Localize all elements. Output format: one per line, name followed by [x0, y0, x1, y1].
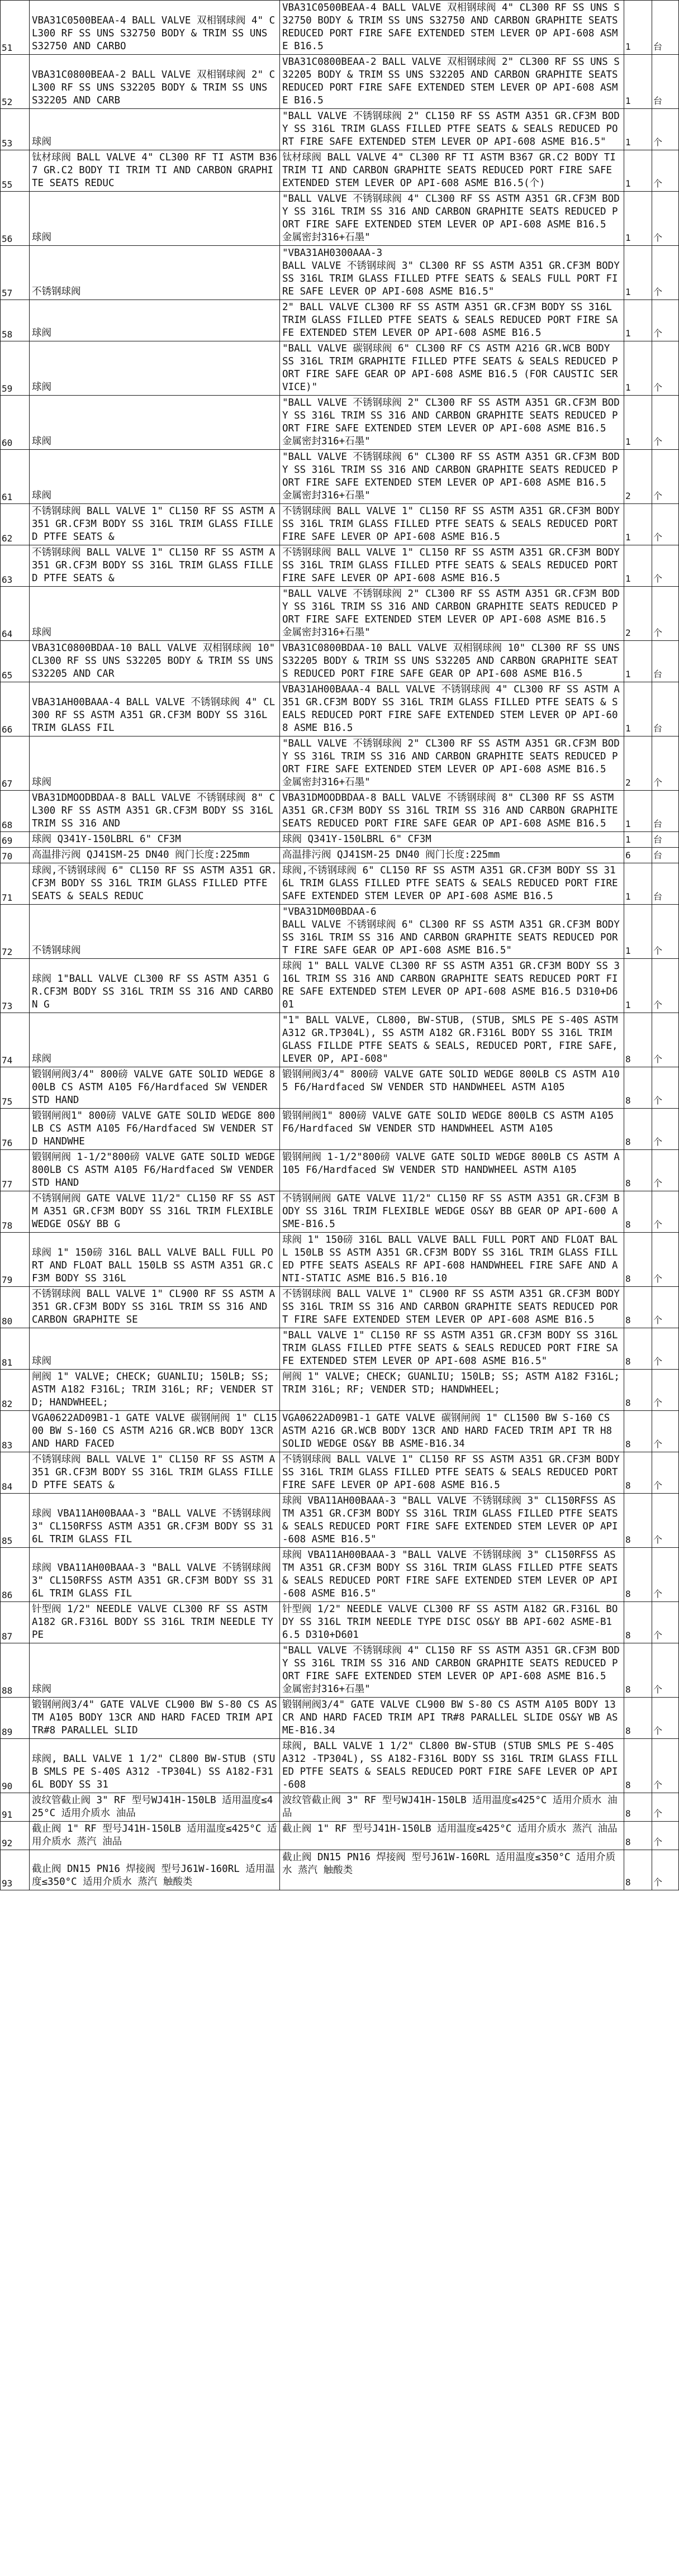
quantity-cell: 1	[624, 192, 652, 246]
unit-cell: 台	[652, 832, 679, 848]
quantity-cell: 1	[624, 641, 652, 682]
table-row	[1, 641, 679, 682]
row-number-cell: 56	[1, 192, 30, 246]
table-row	[1, 682, 679, 736]
item-description-cell: VGA0622AD09B1-1 GATE VALVE 碳钢闸阀 1" CL1500 BW S-160 CS ASTM A216 GR.WCB BODY 13CR AND HARD FACED	[30, 1411, 280, 1452]
table-row	[1, 192, 679, 246]
item-spec-cell: "BALL VALVE 1" CL150 RF SS ASTM A351 GR.CF3M BODY SS 316L TRIM GLASS FILLED PTFE SEATS & SEALS REDUCED PORT FIRE SAFE EXTENDED STEM LEVER OP API-608 ASME B16.5"	[280, 1328, 624, 1370]
item-description-cell: 球阀 Q341Y-150LBRL 6" CF3M	[30, 832, 280, 848]
item-spec-cell: "BALL VALVE 不锈钢球阀 4" CL150 RF SS ASTM A351 GR.CF3M BODY SS 316L TRIM SS 316 AND CARBON GRAPHITE SEATS REDUCED PORT FIRE SAFE EXTENDED STEM LEVER OP API-608 ASME B16.5 金属密封316+石墨"	[280, 1643, 624, 1698]
item-spec-cell: "BALL VALVE 不锈钢球阀 2" CL300 RF SS ASTM A351 GR.CF3M BODY SS 316L TRIM SS 316 AND CARBON GRAPHITE SEATS REDUCED PORT FIRE SAFE EXTENDED STEM LEVER OP API-608 ASME B16.5 金属密封316+石墨"	[280, 736, 624, 791]
quantity-cell: 8	[624, 1850, 652, 1890]
table-row	[1, 832, 679, 848]
row-number-cell: 55	[1, 150, 30, 192]
unit-cell: 个	[652, 1328, 679, 1370]
table-row	[1, 1, 679, 55]
quantity-cell: 8	[624, 1411, 652, 1452]
item-spec-cell: VBA31AH00BAAA-4 BALL VALVE 不锈钢球阀 4" CL300 RF SS ASTM A351 GR.CF3M BODY SS 316L TRIM GLASS FILLED PTFE SEATS & SEALS REDUCED PORT FIRE SAFE EXTENDED STEM LEVER OP API-608 ASME B16.5	[280, 682, 624, 736]
unit-cell: 个	[652, 1822, 679, 1850]
item-spec-cell: 不锈钢球阀 BALL VALVE 1" CL150 RF SS ASTM A351 GR.CF3M BODY SS 316L TRIM GLASS FILLED PTFE SEATS & SEALS REDUCED PORT FIRE SAFE LEVER OP API-608 ASME B16.5	[280, 504, 624, 545]
quantity-cell: 1	[624, 863, 652, 905]
table-row	[1, 863, 679, 905]
row-number-cell: 85	[1, 1494, 30, 1548]
item-spec-cell: "BALL VALVE 不锈钢球阀 6" CL300 RF SS ASTM A351 GR.CF3M BODY SS 316L TRIM SS 316 AND CARBON GRAPHITE SEATS REDUCED PORT FIRE SAFE EXTENDED STEM LEVER OP API-608 ASME B16.5 金属密封316+石墨"	[280, 450, 624, 504]
item-description-cell: 钛材球阀 BALL VALVE 4" CL300 RF TI ASTM B367 GR.C2 BODY TI TRIM TI AND CARBON GRAPHITE SEATS REDUC	[30, 150, 280, 192]
table-row	[1, 1067, 679, 1109]
table-row	[1, 1494, 679, 1548]
table-row	[1, 1822, 679, 1850]
unit-cell: 个	[652, 1013, 679, 1067]
table-row	[1, 1602, 679, 1643]
quantity-cell: 1	[624, 959, 652, 1013]
unit-cell: 个	[652, 246, 679, 300]
row-number-cell: 83	[1, 1411, 30, 1452]
unit-cell: 台	[652, 848, 679, 863]
item-spec-cell: 球阀 1" BALL VALVE CL300 RF SS ASTM A351 GR.CF3M BODY SS 316L TRIM SS 316 AND CARBON GRAPHITE SEATS REDUCED PORT FIRE SAFE EXTENDED STEM LEVER OP API-608 ASME B16.5 D310+D601	[280, 959, 624, 1013]
quantity-cell: 1	[624, 300, 652, 341]
quantity-cell: 8	[624, 1150, 652, 1191]
item-spec-cell: 截止阀 DN15 PN16 焊接阀 型号J61W-160RL 适用温度≤350°C 适用介质水 蒸汽 触酸类	[280, 1850, 624, 1890]
table-row	[1, 1698, 679, 1739]
item-description-cell: 球阀	[30, 1013, 280, 1067]
unit-cell: 台	[652, 791, 679, 832]
item-description-cell: 锻钢闸阀 1-1/2"800磅 VALVE GATE SOLID WEDGE 800LB CS ASTM A105 F6/Hardfaced SW VENDER STD HAND	[30, 1150, 280, 1191]
item-description-cell: 波纹管截止阀 3" RF 型号WJ41H-150LB 适用温度≤425°C 适用介质水 油品	[30, 1793, 280, 1822]
item-description-cell: 锻钢闸阀3/4" GATE VALVE CL900 BW S-80 CS ASTM A105 BODY 13CR AND HARD FACED TRIM API TR#8 PARALLEL SLID	[30, 1698, 280, 1739]
unit-cell: 个	[652, 1287, 679, 1328]
unit-cell: 台	[652, 1, 679, 55]
quantity-cell: 8	[624, 1494, 652, 1548]
unit-cell: 个	[652, 587, 679, 641]
row-number-cell: 72	[1, 905, 30, 959]
unit-cell: 个	[652, 1067, 679, 1109]
table-row	[1, 55, 679, 109]
table-row	[1, 504, 679, 545]
unit-cell: 个	[652, 396, 679, 450]
quantity-cell: 8	[624, 1191, 652, 1233]
quantity-cell: 1	[624, 682, 652, 736]
quantity-cell: 8	[624, 1548, 652, 1602]
item-spec-cell: 高温排污阀 QJ41SM-25 DN40 阀门长度:225mm	[280, 848, 624, 863]
table-row	[1, 1191, 679, 1233]
unit-cell: 个	[652, 1850, 679, 1890]
quantity-cell: 1	[624, 150, 652, 192]
item-description-cell: 球阀,不锈钢球阀 6" CL150 RF SS ASTM A351 GR.CF3M BODY SS 316L TRIM GLASS FILLED PTFE SEATS & SEALS REDUC	[30, 863, 280, 905]
item-description-cell: 球阀 1" 150磅 316L BALL VALVE BALL FULL PORT AND FLOAT BALL 150LB SS ASTM A351 GR.CF3M BODY SS 316L	[30, 1233, 280, 1287]
unit-cell: 个	[652, 192, 679, 246]
item-spec-cell: "BALL VALVE 不锈钢球阀 2" CL300 RF SS ASTM A351 GR.CF3M BODY SS 316L TRIM SS 316 AND CARBON GRAPHITE SEATS REDUCED PORT FIRE SAFE EXTENDED STEM LEVER OP API-608 ASME B16.5 金属密封316+石墨"	[280, 587, 624, 641]
row-number-cell: 88	[1, 1643, 30, 1698]
quantity-cell: 8	[624, 1698, 652, 1739]
quantity-cell: 1	[624, 109, 652, 150]
unit-cell: 个	[652, 450, 679, 504]
row-number-cell: 78	[1, 1191, 30, 1233]
item-spec-cell: "VBA31DM00BDAA-6 BALL VALVE 不锈钢球阀 6" CL300 RF SS ASTM A351 GR.CF3M BODY SS 316L TRIM SS 316 AND CARBON GRAPHITE SEATS REDUCED PORT FIRE SAFE GEAR OP API-608 ASME B16.5"	[280, 905, 624, 959]
row-number-cell: 67	[1, 736, 30, 791]
quantity-cell: 6	[624, 848, 652, 863]
item-spec-cell: VBA31C0800BEAA-2 BALL VALVE 双相钢球阀 2" CL300 RF SS UNS S32205 BODY & TRIM SS UNS S32205 AND CARBON GRAPHITE SEATS REDUCED PORT FIRE SAFE EXTENDED STEM LEVER OP API-608 ASME B16.5	[280, 55, 624, 109]
table-row	[1, 450, 679, 504]
row-number-cell: 68	[1, 791, 30, 832]
quantity-cell: 1	[624, 504, 652, 545]
row-number-cell: 92	[1, 1822, 30, 1850]
table-row	[1, 246, 679, 300]
table-row	[1, 791, 679, 832]
item-spec-cell: 锻钢闸阀3/4" 800磅 VALVE GATE SOLID WEDGE 800LB CS ASTM A105 F6/Hardfaced SW VENDER STD HANDWHEEL ASTM A105	[280, 1067, 624, 1109]
table-row	[1, 1411, 679, 1452]
quantity-cell: 2	[624, 587, 652, 641]
item-description-cell: 锻钢闸阀1" 800磅 VALVE GATE SOLID WEDGE 800LB CS ASTM A105 F6/Hardfaced SW VENDER STD HANDWHE	[30, 1109, 280, 1150]
row-number-cell: 77	[1, 1150, 30, 1191]
quantity-cell: 1	[624, 55, 652, 109]
row-number-cell: 53	[1, 109, 30, 150]
row-number-cell: 57	[1, 246, 30, 300]
quantity-cell: 8	[624, 1602, 652, 1643]
unit-cell: 台	[652, 55, 679, 109]
item-spec-cell: VGA0622AD09B1-1 GATE VALVE 碳钢闸阀 1" CL1500 BW S-160 CS ASTM A216 GR.WCB BODY 13CR AND HARD FACED TRIM API TR H8 SOLID WEDGE OS&Y BB ASME-B16.34	[280, 1411, 624, 1452]
quantity-cell: 1	[624, 791, 652, 832]
item-spec-cell: 锻钢闸阀3/4" GATE VALVE CL900 BW S-80 CS ASTM A105 BODY 13CR AND HARD FACED TRIM API TR#8 PARALLEL SLIDE OS&Y WB ASME-B16.34	[280, 1698, 624, 1739]
row-number-cell: 82	[1, 1370, 30, 1411]
quantity-cell: 8	[624, 1822, 652, 1850]
table-row	[1, 1013, 679, 1067]
item-description-cell: 球阀	[30, 396, 280, 450]
item-spec-cell: 不锈钢球阀 BALL VALVE 1" CL150 RF SS ASTM A351 GR.CF3M BODY SS 316L TRIM GLASS FILLED PTFE SEATS & SEALS REDUCED PORT FIRE SAFE LEVER OP API-608 ASME B16.5	[280, 1452, 624, 1494]
unit-cell: 个	[652, 1643, 679, 1698]
item-description-cell: 球阀 1"BALL VALVE CL300 RF SS ASTM A351 GR.CF3M BODY SS 316L TRIM SS 316 AND CARBON G	[30, 959, 280, 1013]
unit-cell: 个	[652, 959, 679, 1013]
unit-cell: 个	[652, 109, 679, 150]
quantity-cell: 2	[624, 450, 652, 504]
table-row	[1, 545, 679, 587]
unit-cell: 个	[652, 1494, 679, 1548]
item-spec-cell: "BALL VALVE 不锈钢球阀 2" CL300 RF SS ASTM A351 GR.CF3M BODY SS 316L TRIM SS 316 AND CARBON GRAPHITE SEATS REDUCED PORT FIRE SAFE EXTENDED STEM LEVER OP API-608 ASME B16.5 金属密封316+石墨"	[280, 396, 624, 450]
item-spec-cell: "BALL VALVE 不锈钢球阀 4" CL300 RF SS ASTM A351 GR.CF3M BODY SS 316L TRIM SS 316 AND CARBON GRAPHITE SEATS REDUCED PORT FIRE SAFE EXTENDED STEM LEVER OP API-608 ASME B16.5 金属密封316+石墨"	[280, 192, 624, 246]
unit-cell: 个	[652, 545, 679, 587]
item-description-cell: 不锈钢球阀 BALL VALVE 1" CL150 RF SS ASTM A351 GR.CF3M BODY SS 316L TRIM GLASS FILLED PTFE SEATS &	[30, 504, 280, 545]
unit-cell: 个	[652, 1793, 679, 1822]
item-description-cell: 不锈钢球阀 BALL VALVE 1" CL150 RF SS ASTM A351 GR.CF3M BODY SS 316L TRIM GLASS FILLED PTFE SEATS &	[30, 545, 280, 587]
quantity-cell: 8	[624, 1233, 652, 1287]
table-row	[1, 905, 679, 959]
table-row	[1, 1370, 679, 1411]
quantity-cell: 1	[624, 545, 652, 587]
unit-cell: 个	[652, 736, 679, 791]
unit-cell: 个	[652, 1150, 679, 1191]
item-description-cell: 针型阀 1/2" NEEDLE VALVE CL300 RF SS ASTM A182 GR.F316L BODY SS 316L TRIM NEEDLE TYPE	[30, 1602, 280, 1643]
unit-cell: 个	[652, 150, 679, 192]
item-spec-cell: 球阀 Q341Y-150LBRL 6" CF3M	[280, 832, 624, 848]
table-row	[1, 587, 679, 641]
table-row	[1, 1287, 679, 1328]
table-row	[1, 1150, 679, 1191]
item-spec-cell: "BALL VALVE 碳钢球阀 6" CL300 RF CS ASTM A216 GR.WCB BODY SS 316L TRIM GRAPHITE FILLED PTFE SEATS & SEALS REDUCED PORT FIRE SAFE GEAR OP API-608 ASME B16.5 (FOR CAUSTIC SERVICE)"	[280, 341, 624, 396]
item-spec-cell: 球阀 1" 150磅 316L BALL VALVE BALL FULL PORT AND FLOAT BALL 150LB SS ASTM A351 GR.CF3M BODY SS 316L TRIM GLASS FILLED PTFE SEATS ASEALS RF API-608 HANDWHEEL FIRE SAFE AND ANTI-STATIC ASME B16.5 B16.10	[280, 1233, 624, 1287]
table-row	[1, 341, 679, 396]
unit-cell: 个	[652, 1411, 679, 1452]
quantity-cell: 1	[624, 832, 652, 848]
row-number-cell: 93	[1, 1850, 30, 1890]
item-description-cell: 不锈钢球阀 BALL VALVE 1" CL900 RF SS ASTM A351 GR.CF3M BODY SS 316L TRIM SS 316 AND CARBON GRAPHITE SE	[30, 1287, 280, 1328]
quantity-cell: 8	[624, 1452, 652, 1494]
quantity-cell: 8	[624, 1793, 652, 1822]
unit-cell: 个	[652, 1548, 679, 1602]
unit-cell: 个	[652, 1739, 679, 1793]
unit-cell: 台	[652, 863, 679, 905]
table-row	[1, 300, 679, 341]
item-description-cell: 不锈钢球阀 BALL VALVE 1" CL150 RF SS ASTM A351 GR.CF3M BODY SS 316L TRIM GLASS FILLED PTFE SEATS &	[30, 1452, 280, 1494]
table-row	[1, 736, 679, 791]
unit-cell: 个	[652, 341, 679, 396]
quantity-cell: 8	[624, 1370, 652, 1411]
row-number-cell: 89	[1, 1698, 30, 1739]
unit-cell: 个	[652, 1602, 679, 1643]
item-spec-cell: 波纹管截止阀 3" RF 型号WJ41H-150LB 适用温度≤425°C 适用介质水 油品	[280, 1793, 624, 1822]
row-number-cell: 52	[1, 55, 30, 109]
item-description-cell: 球阀 VBA11AH00BAAA-3 "BALL VALVE 不锈钢球阀 3" CL150RFSS ASTM A351 GR.CF3M BODY SS 316L TRIM GLASS FIL	[30, 1494, 280, 1548]
item-spec-cell: 不锈钢球阀 BALL VALVE 1" CL150 RF SS ASTM A351 GR.CF3M BODY SS 316L TRIM GLASS FILLED PTFE SEATS & SEALS REDUCED PORT FIRE SAFE LEVER OP API-608 ASME B16.5	[280, 545, 624, 587]
row-number-cell: 66	[1, 682, 30, 736]
row-number-cell: 71	[1, 863, 30, 905]
unit-cell: 个	[652, 300, 679, 341]
item-spec-cell: "1" BALL VALVE, CL800, BW-STUB, (STUB, SMLS PE S-40S ASTM A312 GR.TP304L), SS ASTM A182 GR.F316L BODY SS 316L TRIM GLASS FILLDE PTFE SEATS & SEALS, REDUCED PORT, FIRE SAFE, LEVER OP, API-608"	[280, 1013, 624, 1067]
row-number-cell: 63	[1, 545, 30, 587]
row-number-cell: 91	[1, 1793, 30, 1822]
row-number-cell: 80	[1, 1287, 30, 1328]
item-description-cell: 不锈钢球阀	[30, 905, 280, 959]
row-number-cell: 51	[1, 1, 30, 55]
item-description-cell: 球阀	[30, 736, 280, 791]
item-spec-cell: "VBA31AH0300AAA-3 BALL VALVE 不锈钢球阀 3" CL300 RF SS ASTM A351 GR.CF3M BODY SS 316L TRIM GLASS FILLED PTFE SEATS & SEALS FULL PORT FIRE SAFE LEVER OP API-608 ASME B16.5"	[280, 246, 624, 300]
quantity-cell: 8	[624, 1109, 652, 1150]
quantity-cell: 8	[624, 1643, 652, 1698]
item-spec-cell: 锻钢闸阀1" 800磅 VALVE GATE SOLID WEDGE 800LB CS ASTM A105 F6/Hardfaced SW VENDER STD HANDWHEEL ASTM A105	[280, 1109, 624, 1150]
item-spec-cell: VBA31C0800BDAA-10 BALL VALVE 双相钢球阀 10" CL300 RF SS UNS S32205 BODY & TRIM SS UNS S32205 AND CARBON GRAPHITE SEATS REDUCED PORT FIRE SAFE GEAR OP API-608 ASME B16.5	[280, 641, 624, 682]
table-row	[1, 1109, 679, 1150]
quantity-cell: 8	[624, 1328, 652, 1370]
row-number-cell: 62	[1, 504, 30, 545]
item-spec-cell: 球阀 VBA11AH00BAAA-3 "BALL VALVE 不锈钢球阀 3" CL150RFSS ASTM A351 GR.CF3M BODY SS 316L TRIM GLASS FILLED PTFE SEATS & SEALS REDUCED PORT FIRE SAFE EXTENDED STEM LEVER OP API-608 ASME B16.5"	[280, 1494, 624, 1548]
item-description-cell: 球阀, BALL VALVE 1 1/2" CL800 BW-STUB (STUB SMLS PE S-40S A312 -TP304L) SS A182-F316L BODY SS 31	[30, 1739, 280, 1793]
row-number-cell: 73	[1, 959, 30, 1013]
row-number-cell: 60	[1, 396, 30, 450]
quantity-cell: 8	[624, 1287, 652, 1328]
row-number-cell: 86	[1, 1548, 30, 1602]
row-number-cell: 87	[1, 1602, 30, 1643]
row-number-cell: 70	[1, 848, 30, 863]
item-description-cell: VBA31C0800BEAA-2 BALL VALVE 双相钢球阀 2" CL300 RF SS UNS S32205 BODY & TRIM SS UNS S32205 AND CARB	[30, 55, 280, 109]
item-description-cell: 截止阀 1" RF 型号J41H-150LB 适用温度≤425°C 适用介质水 蒸汽 油品	[30, 1822, 280, 1850]
unit-cell: 个	[652, 504, 679, 545]
table-row	[1, 1328, 679, 1370]
quantity-cell: 1	[624, 905, 652, 959]
row-number-cell: 61	[1, 450, 30, 504]
quantity-cell: 8	[624, 1067, 652, 1109]
table-row	[1, 1233, 679, 1287]
item-description-cell: 球阀	[30, 587, 280, 641]
unit-cell: 个	[652, 1233, 679, 1287]
table-row	[1, 1452, 679, 1494]
quantity-cell: 1	[624, 341, 652, 396]
item-spec-cell: 球阀, BALL VALVE 1 1/2" CL800 BW-STUB (STUB SMLS PE S-40S A312 -TP304L), SS A182-F316L BODY SS 316L TRIM GLASS FILLED PTFE SEATS & SEALS REDUCED PORT FIRE SAFE LEVER OP API-608	[280, 1739, 624, 1793]
item-spec-cell: 截止阀 1" RF 型号J41H-150LB 适用温度≤425°C 适用介质水 蒸汽 油品	[280, 1822, 624, 1850]
item-description-cell: VBA31AH00BAAA-4 BALL VALVE 不锈钢球阀 4" CL300 RF SS ASTM A351 GR.CF3M BODY SS 316L TRIM GLASS FIL	[30, 682, 280, 736]
row-number-cell: 59	[1, 341, 30, 396]
unit-cell: 个	[652, 1191, 679, 1233]
quantity-cell: 1	[624, 1, 652, 55]
quantity-cell: 8	[624, 1739, 652, 1793]
item-description-cell: 球阀	[30, 109, 280, 150]
row-number-cell: 76	[1, 1109, 30, 1150]
item-spec-cell: 锻钢闸阀 1-1/2"800磅 VALVE GATE SOLID WEDGE 800LB CS ASTM A105 F6/Hardfaced SW VENDER STD HANDWHEEL ASTM A105	[280, 1150, 624, 1191]
table-row	[1, 1793, 679, 1822]
item-description-cell: 截止阀 DN15 PN16 焊接阀 型号J61W-160RL 适用温度≤350°C 适用介质水 蒸汽 触酸类	[30, 1850, 280, 1890]
valve-list-body	[1, 1, 679, 1890]
row-number-cell: 74	[1, 1013, 30, 1067]
item-spec-cell: 针型阀 1/2" NEEDLE VALVE CL300 RF SS ASTM A182 GR.F316L BODY SS 316L TRIM NEEDLE TYPE DISC OS&Y BB API-602 ASME-B16.5 D310+D601	[280, 1602, 624, 1643]
row-number-cell: 90	[1, 1739, 30, 1793]
item-spec-cell: 钛材球阀 BALL VALVE 4" CL300 RF TI ASTM B367 GR.C2 BODY TI TRIM TI AND CARBON GRAPHITE SEATS REDUCED PORT FIRE SAFE EXTENDED STEM LEVER OP API-608 ASME B16.5(个)	[280, 150, 624, 192]
quantity-cell: 8	[624, 1013, 652, 1067]
table-row	[1, 1739, 679, 1793]
item-description-cell: 高温排污阀 QJ41SM-25 DN40 阀门长度:225mm	[30, 848, 280, 863]
item-spec-cell: 不锈钢闸阀 GATE VALVE 11/2" CL150 RF SS ASTM A351 GR.CF3M BODY SS 316L TRIM FLEXIBLE WEDGE OS&Y BB GEAR OP API-600 ASME-B16.5	[280, 1191, 624, 1233]
table-row	[1, 959, 679, 1013]
table-row	[1, 1643, 679, 1698]
table-row	[1, 109, 679, 150]
item-spec-cell: 球阀 VBA11AH00BAAA-3 "BALL VALVE 不锈钢球阀 3" CL150RFSS ASTM A351 GR.CF3M BODY SS 316L TRIM GLASS FILLED PTFE SEATS & SEALS REDUCED PORT FIRE SAFE EXTENDED STEM LEVER OP API-608 ASME B16.5"	[280, 1548, 624, 1602]
quantity-cell: 1	[624, 246, 652, 300]
item-description-cell: VBA31C0800BDAA-10 BALL VALVE 双相钢球阀 10" CL300 RF SS UNS S32205 BODY & TRIM SS UNS S32205 AND CAR	[30, 641, 280, 682]
item-description-cell: 闸阀 1" VALVE; CHECK; GUANLIU; 150LB; SS; ASTM A182 F316L; TRIM 316L; RF; VENDER STD; HANDWHEEL;	[30, 1370, 280, 1411]
item-description-cell: 球阀 VBA11AH00BAAA-3 "BALL VALVE 不锈钢球阀 3" CL150RFSS ASTM A351 GR.CF3M BODY SS 316L TRIM GLASS FIL	[30, 1548, 280, 1602]
item-description-cell: 不锈钢闸阀 GATE VALVE 11/2" CL150 RF SS ASTM A351 GR.CF3M BODY SS 316L TRIM FLEXIBLE WEDGE OS&Y BB G	[30, 1191, 280, 1233]
quantity-cell: 1	[624, 396, 652, 450]
item-spec-cell: 不锈钢球阀 BALL VALVE 1" CL900 RF SS ASTM A351 GR.CF3M BODY SS 316L TRIM SS 316 AND CARBON GRAPHITE SEATS REDUCED PORT FIRE SAFE EXTENDED STEM LEVER OP API-608 ASME B16.5	[280, 1287, 624, 1328]
unit-cell: 台	[652, 682, 679, 736]
item-spec-cell: VBA31C0500BEAA-4 BALL VALVE 双相钢球阀 4" CL300 RF SS UNS S32750 BODY & TRIM SS UNS S32750 AND CARBON GRAPHITE SEATS REDUCED PORT FIRE SAFE EXTENDED STEM LEVER OP API-608 ASME B16.5	[280, 1, 624, 55]
item-description-cell: 球阀	[30, 1328, 280, 1370]
item-description-cell: 球阀	[30, 450, 280, 504]
row-number-cell: 65	[1, 641, 30, 682]
row-number-cell: 79	[1, 1233, 30, 1287]
row-number-cell: 81	[1, 1328, 30, 1370]
unit-cell: 个	[652, 905, 679, 959]
item-description-cell: 球阀	[30, 192, 280, 246]
item-description-cell: VBA31DMOODBDAA-8 BALL VALVE 不锈钢球阀 8" CL300 RF SS ASTM A351 GR.CF3M BODY SS 316L TRIM SS 316 AND	[30, 791, 280, 832]
item-description-cell: 球阀	[30, 300, 280, 341]
unit-cell: 个	[652, 1698, 679, 1739]
item-spec-cell: 闸阀 1" VALVE; CHECK; GUANLIU; 150LB; SS; ASTM A182 F316L; TRIM 316L; RF; VENDER STD; HANDWHEEL;	[280, 1370, 624, 1411]
row-number-cell: 75	[1, 1067, 30, 1109]
row-number-cell: 84	[1, 1452, 30, 1494]
unit-cell: 个	[652, 1109, 679, 1150]
unit-cell: 台	[652, 641, 679, 682]
item-spec-cell: "BALL VALVE 不锈钢球阀 2" CL150 RF SS ASTM A351 GR.CF3M BODY SS 316L TRIM GLASS FILLED PTFE SEATS & SEALS REDUCED PORT FIRE SAFE EXTENDED STEM LEVER OP API-608 ASME B16.5"	[280, 109, 624, 150]
item-description-cell: 球阀	[30, 341, 280, 396]
table-row	[1, 1850, 679, 1890]
unit-cell: 个	[652, 1370, 679, 1411]
table-row	[1, 848, 679, 863]
row-number-cell: 58	[1, 300, 30, 341]
item-description-cell: 锻钢闸阀3/4" 800磅 VALVE GATE SOLID WEDGE 800LB CS ASTM A105 F6/Hardfaced SW VENDER STD HAND	[30, 1067, 280, 1109]
quantity-cell: 2	[624, 736, 652, 791]
item-description-cell: VBA31C0500BEAA-4 BALL VALVE 双相钢球阀 4" CL300 RF SS UNS S32750 BODY & TRIM SS UNS S32750 AND CARBO	[30, 1, 280, 55]
item-spec-cell: 球阀,不锈钢球阀 6" CL150 RF SS ASTM A351 GR.CF3M BODY SS 316L TRIM GLASS FILLED PTFE SEATS & SEALS REDUCED PORT FIRE SAFE EXTENDED STEM LEVER OP API-608 ASME B16.5	[280, 863, 624, 905]
unit-cell: 个	[652, 1452, 679, 1494]
table-row	[1, 1548, 679, 1602]
row-number-cell: 69	[1, 832, 30, 848]
table-row	[1, 150, 679, 192]
item-spec-cell: 2" BALL VALVE CL300 RF SS ASTM A351 GR.CF3M BODY SS 316L TRIM GLASS FILLED PTFE SEATS & SEALS REDUCED PORT FIRE SAFE EXTENDED STEM LEVER OP API-608 ASME B16.5	[280, 300, 624, 341]
item-description-cell: 不锈钢球阀	[30, 246, 280, 300]
item-description-cell: 球阀	[30, 1643, 280, 1698]
table-row	[1, 396, 679, 450]
row-number-cell: 64	[1, 587, 30, 641]
item-spec-cell: VBA31DMOODBDAA-8 BALL VALVE 不锈钢球阀 8" CL300 RF SS ASTM A351 GR.CF3M BODY SS 316L TRIM SS 316 AND CARBON GRAPHITE SEATS REDUCED PORT FIRE SAFE GEAR OP API-608 ASME B16.5	[280, 791, 624, 832]
